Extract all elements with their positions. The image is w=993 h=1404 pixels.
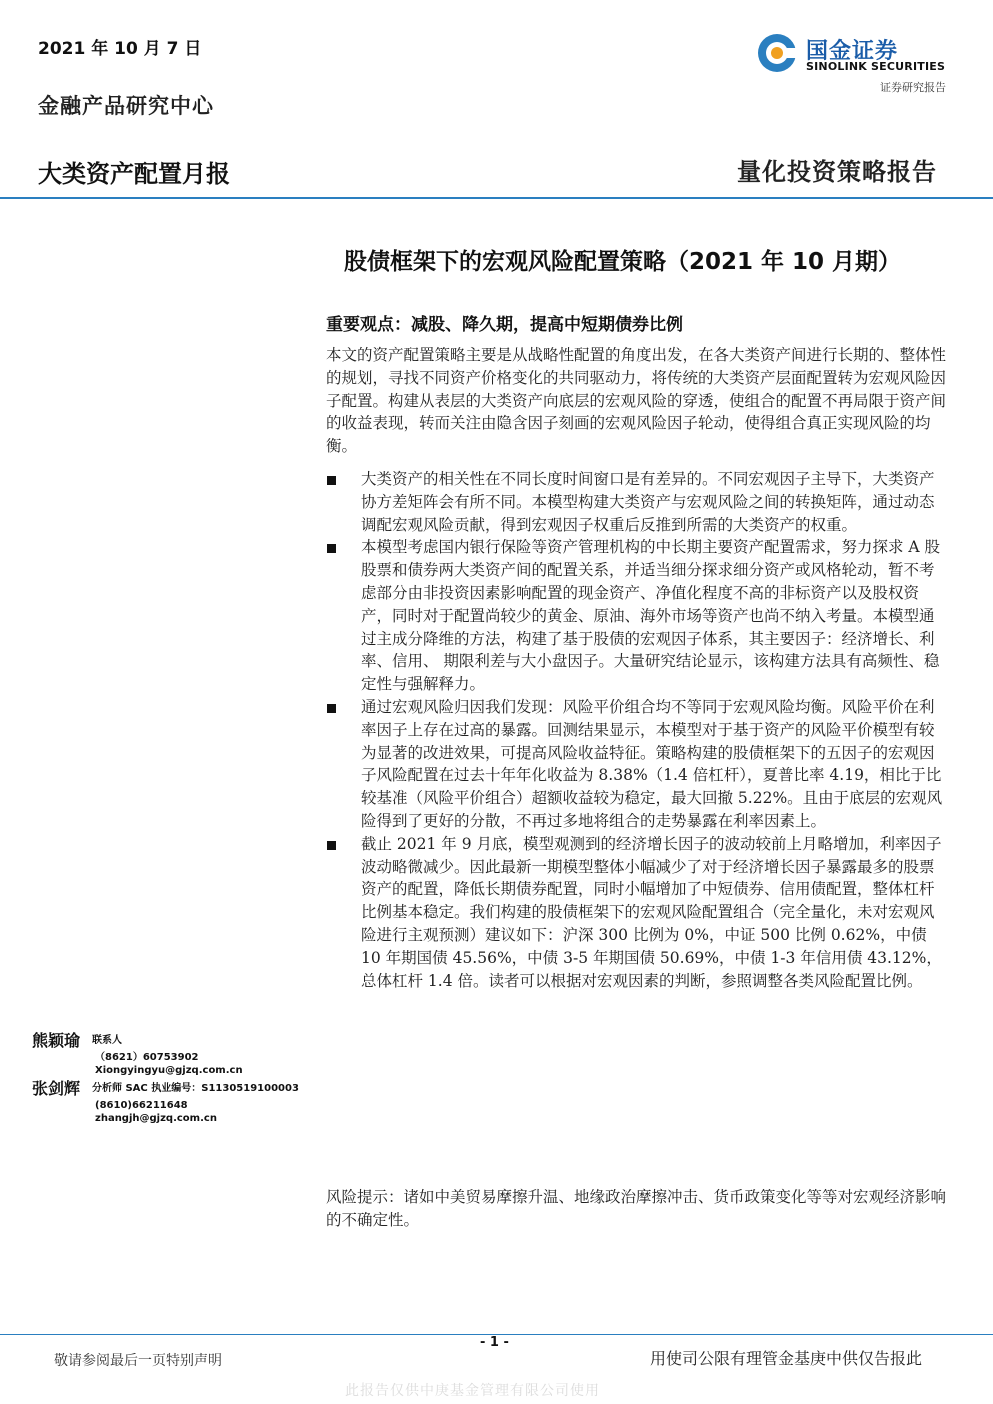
report-category: 量化投资策略报告: [737, 157, 937, 186]
list-item: [326, 536, 946, 696]
analyst-name: 张剑辉: [32, 1079, 81, 1098]
report-date: 2021 年 10 月 7 日: [38, 39, 202, 59]
key-view-heading: 重要观点：减股、降久期，提高中短期债券比例: [326, 315, 683, 335]
analyst-name: 熊颖瑜: [32, 1031, 81, 1050]
report-title: 股债框架下的宏观风险配置策略（2021 年 10 月期）: [344, 249, 902, 275]
analyst-email[interactable]: zhangjh@gjzq.com.cn: [95, 1113, 217, 1124]
sinolink-logo-icon: [756, 32, 798, 74]
intro-paragraph: 本文的资产配置策略主要是从战略性配置的角度出发，在各大类资产间进行长期的、整体性的规划，寻找不同资产价格变化的共同驱动力，将传统的大类资产层面配置转为宏观风险因子配置。构建从表层的大类资产向底层的宏观风险的穿透，使组合的配置不再局限于资产间的收益表现，转而关注由隐含因子刻画的宏观风险因子轮动，使得组合真正实现风险的均衡。: [326, 346, 947, 456]
bullet-text: 截止 2021 年 9 月底，模型观测到的经济增长因子的波动较前上月略增加，利率因子波动略微减少。因此最新一期模型整体小幅减少了对于经济增长因子暴露最多的股票资产的配置，降低长期债券配置，同时小幅增加了中短债券、信用债配置，整体杠杆比例基本稳定。我们构建的股债框架下的宏观风险配置组合（完全量化，未对宏观风险进行主观预测）建议如下：沪深 300 比例为 0%，中证 500 比例 0.62%，中债 10 年期国债 45.56%，中债 3-5 年期国债 50.69%，中债 1-3 年信用债 43.12%，总体杠杆 1.4 倍。读者可以根据对宏观因素的判断，参照调整各类风险配置比例。: [361, 834, 942, 990]
company-logo: [756, 32, 946, 92]
analyst-contact: [32, 1076, 299, 1125]
analyst-contact: [32, 1028, 243, 1077]
list-item: [326, 833, 946, 993]
disclaimer-note: 敬请参阅最后一页特别声明: [54, 1353, 222, 1369]
research-center-name: 金融产品研究中心: [38, 93, 214, 118]
analyst-role: 联系人: [92, 1035, 122, 1046]
usage-note: 用使司公限有理管金基庚中供仅告报此: [650, 1349, 923, 1368]
bullet-text: 本模型考虑国内银行保险等资产管理机构的中长期主要资产配置需求，努力探求 A 股股票和债券两大类资产间的配置关系，并适当细分探求细分资产或风格轮动，暂不考虑部分由非投资因素影响配置的现金资产、净值化程度不高的非标资产以及股权资产，同时对于配置尚较少的黄金、原油、海外市场等资产也尚不纳入考量。本模型通过主成分降维的方法，构建了基于股债的宏观因子体系，其主要因子：经济增长、利率、信用、 期限利差与大小盘因子。大量研究结论显示，该构建方法具有高频性、稳定性与强解释力。: [361, 538, 941, 694]
logo-subtitle: 证券研究报告: [880, 81, 946, 94]
risk-warning: 风险提示：诸如中美贸易摩擦升温、地缘政治摩擦冲击、货币政策变化等等对宏观经济影响的不确定性。: [326, 1188, 947, 1229]
logo-name-en: SINOLINK SECURITIES: [806, 60, 946, 73]
list-item: [326, 696, 946, 833]
bullet-text: 大类资产的相关性在不同长度时间窗口是有差异的。不同宏观因子主导下，大类资产协方差矩阵会有所不同。本模型构建大类资产与宏观风险之间的转换矩阵，通过动态调配宏观风险贡献，得到宏观因子权重后反推到所需的大类资产的权重。: [361, 470, 935, 534]
bullet-square-icon: [327, 544, 336, 553]
analyst-phone: (8610)66211648: [95, 1100, 188, 1111]
watermark-text: 此报告仅供中庚基金管理有限公司使用: [345, 1383, 600, 1399]
header-divider: [0, 197, 993, 199]
analyst-role: 分析师 SAC 执业编号：S1130519100003: [92, 1083, 299, 1094]
page-number: - 1 -: [480, 1335, 509, 1350]
report-type: 大类资产配置月报: [38, 160, 230, 188]
logo-name-cn: 国金证券: [806, 39, 899, 64]
list-item: [326, 468, 946, 536]
analyst-phone: （8621）60753902: [95, 1052, 199, 1063]
bullet-text: 通过宏观风险归因我们发现：风险平价组合均不等同于宏观风险均衡。风险平价在利率因子上存在过高的暴露。回测结果显示，本模型对于基于资产的风险平价模型有较为显著的改进效果，可提高风险收益特征。策略构建的股债框架下的五因子的宏观因子风险配置在过去十年年化收益为 8.38%（1.4 倍杠杆），夏普比率 4.19，相比于比较基准（风险平价组合）超额收益较为稳定，最大回撤 5.22%。且由于底层的宏观风险得到了更好的分散，不再过多地将组合的走势暴露在利率因素上。: [361, 697, 943, 830]
analyst-email[interactable]: Xiongyingyu@gjzq.com.cn: [95, 1065, 243, 1076]
key-points-list: [326, 468, 946, 992]
bullet-square-icon: [327, 704, 336, 713]
bullet-square-icon: [327, 841, 336, 850]
bullet-square-icon: [327, 476, 336, 485]
